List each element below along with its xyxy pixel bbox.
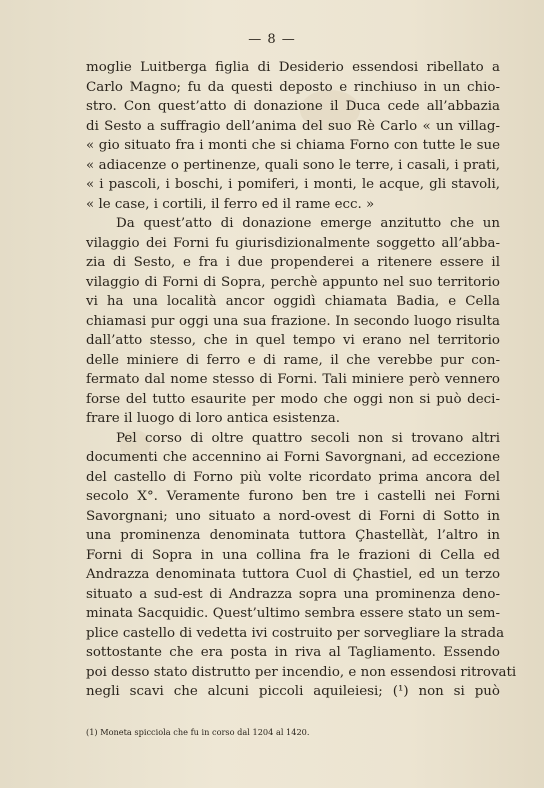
text-line: Andrazza denominata tuttora Cuol di Çhastiel, ed un terzo [86,567,500,582]
text-line: dall’atto stesso, che in quel tempo vi erano nel territorio [86,333,500,348]
text-line: Da quest’atto di donazione emerge anzitutto che un [116,216,500,231]
text-line: vilaggio di Forni di Sopra, perchè appunto nel suo territorio [86,274,500,290]
text-line: fermato dal nome stesso di Forni. Tali miniere però vennero [86,372,500,387]
text-line: delle miniere di ferro e di rame, il che verebbe pur con- [86,352,500,368]
text-line: chiamasi pur oggi una sua frazione. In secondo luogo risulta [86,313,500,329]
footnote: (1) Moneta spicciola che fu in corso dal 1204 al 1420. [86,727,310,737]
text-line: « adiacenze o pertinenze, quali sono le terre, i casali, i prati, [86,157,500,173]
text-line: di Sesto a suffragio dell’anima del suo Rè Carlo « un villag- [86,118,500,134]
text-line: Carlo Magno; fu da questi deposto e rinchiuso in un chio- [86,79,500,95]
text-line: moglie Luitberga figlia di Desiderio essendosi ribellato a [86,60,500,75]
text-line: zia di Sesto, e fra i due propenderei a ritenere essere il [86,255,500,270]
page-number: — 8 — [248,32,296,47]
text-line: forse del tutto esaurite per modo che oggi non si può deci- [86,391,500,407]
text-line: documenti che accennino ai Forni Savorgnani, ad eccezione [86,450,500,465]
text-line: negli scavi che alcuni piccoli aquileiesi; (¹) non si può [86,684,500,699]
text-line: situato a sud-est di Andrazza sopra una prominenza deno- [86,586,500,602]
text-line: plice castello di vedetta ivi costruito per sorvegliare la strada [86,625,505,641]
text-line: « gio situato fra i monti che si chiama Forno con tutte le sue [86,138,500,153]
text-line: poi desso stato distrutto per incendio, e non essendosi ritrovati [86,664,517,680]
text-line: Pel corso di oltre quattro secoli non si trovano altri [116,430,500,446]
text-line: minata Sacquidic. Quest’ultimo sembra essere stato un sem- [86,606,500,621]
text-line: stro. Con quest’atto di donazione il Duca cede all’abbazia [86,99,500,114]
text-line: frare il luogo di loro antica esistenza. [86,411,340,426]
body-text [86,58,517,702]
text-line: Forni di Sopra in una collina fra le frazioni di Cella ed [86,547,500,563]
text-line: una prominenza denominata tuttora Çhastellàt, l’altro in [86,528,500,543]
text-line: Savorgnani; uno situato a nord-ovest di Forni di Sotto in [86,508,500,524]
text-line: vilaggio dei Forni fu giurisdizionalmente soggetto all’abba- [86,235,500,251]
text-line: « le case, i cortili, il ferro ed il rame ecc. » [86,196,375,212]
text-line: sottostante che era posta in riva al Tagliamento. Essendo [86,645,500,660]
text-line: secolo X°. Veramente furono ben tre i castelli nei Forni [86,489,500,504]
text-line: « i pascoli, i boschi, i pomiferi, i monti, le acque, gli stavoli, [86,177,500,192]
text-line: del castello di Forno più volte ricordato prima ancora del [86,469,500,485]
text-line: vi ha una località ancor oggidì chiamata Badia, e Cella [86,294,500,309]
